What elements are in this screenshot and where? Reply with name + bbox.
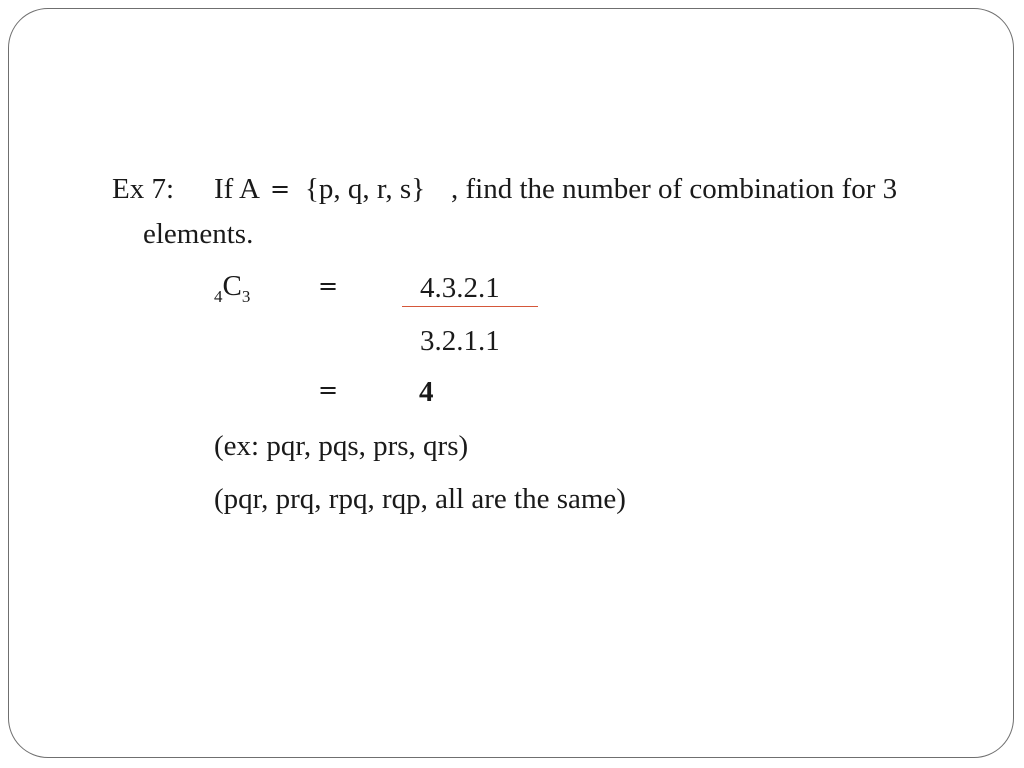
combination-equals-sign: = (318, 272, 339, 300)
set-definition: {p, q, r, s} (305, 173, 426, 205)
combination-n: 4 (214, 287, 223, 306)
slide-frame (8, 8, 1014, 758)
question-equals-sign: = (270, 175, 291, 203)
fraction-numerator: 4.3.2.1 (420, 272, 500, 304)
question-suffix: , find the number of combination for 3 (451, 173, 898, 205)
example-combinations-note: (ex: pqr, pqs, prs, qrs) (214, 430, 469, 462)
combination-notation (214, 270, 251, 306)
question-line-2: elements. (143, 218, 254, 250)
result-equals-sign: = (318, 376, 339, 404)
question-prefix: If A (214, 173, 260, 205)
combination-letter: C (222, 270, 242, 302)
combination-r: 3 (241, 287, 251, 306)
result-value: 4 (419, 376, 434, 408)
fraction-line (402, 306, 538, 307)
example-label: Ex 7: (112, 173, 175, 205)
fraction-denominator: 3.2.1.1 (420, 325, 500, 357)
same-combination-note: (pqr, prq, rpq, rqp, all are the same) (214, 483, 626, 515)
